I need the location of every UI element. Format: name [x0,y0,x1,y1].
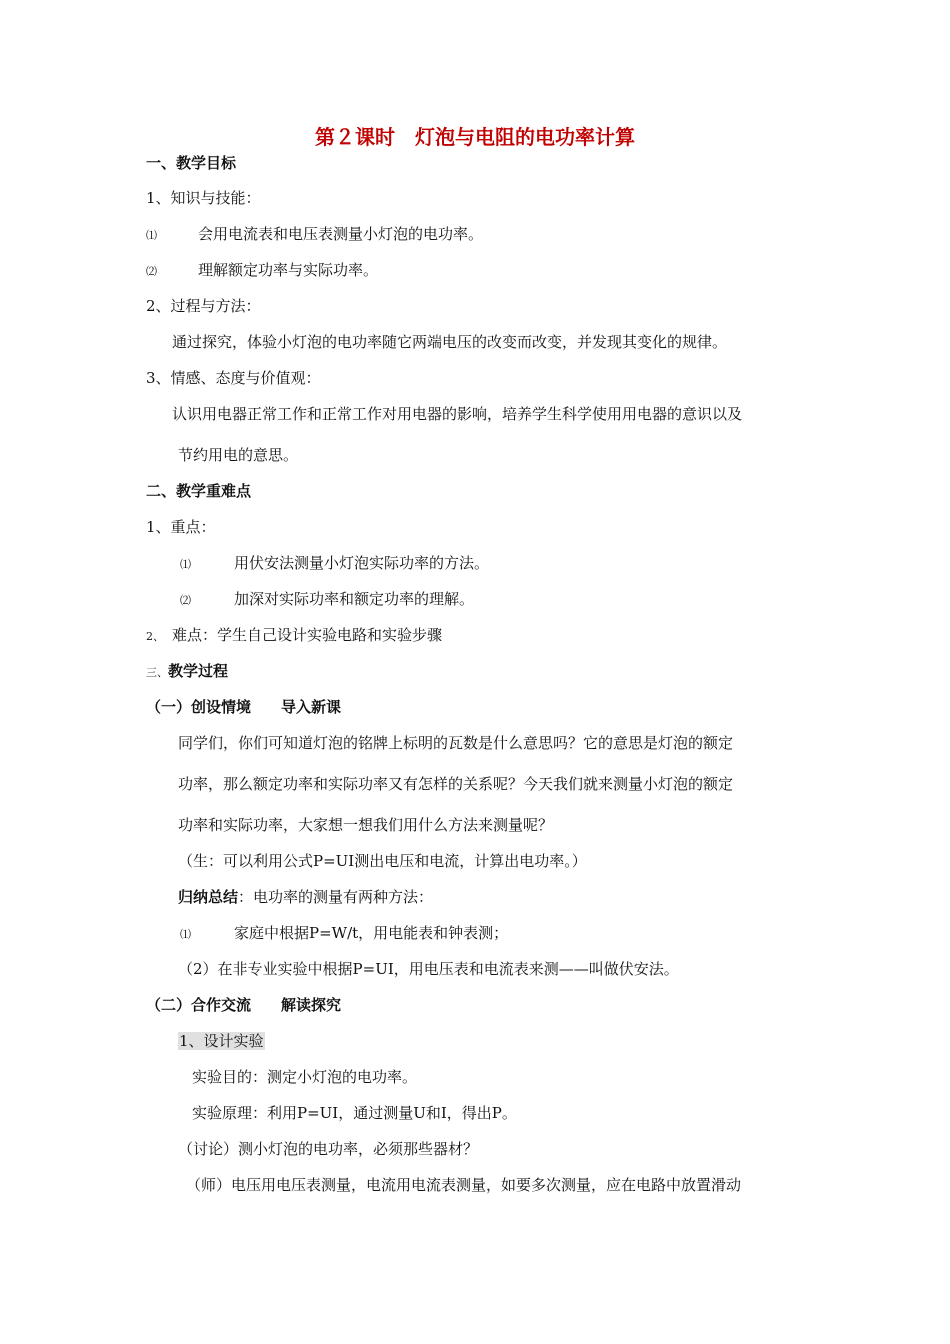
list-number: ⑵ [146,265,157,278]
list-number: ⑵ [180,594,191,607]
list-item [180,589,474,611]
section-number: 三、 [146,666,168,679]
list-item: （2）在非专业实验中根据P=UI，用电压表和电流表来测——叫做伏安法。 [178,960,679,978]
list-number: 2、 [146,630,164,643]
paragraph: （讨论）测小灯泡的电功率，必须那些器材？ [178,1140,479,1158]
paragraph: 实验目的：测定小灯泡的电功率。 [192,1068,418,1086]
list-text: 会用电流表和电压表测量小灯泡的电功率。 [198,225,484,243]
list-number: ⑴ [180,928,191,941]
paragraph: 同学们，你们可知道灯泡的铭牌上标明的瓦数是什么意思吗？它的意思是灯泡的额定 [178,734,734,752]
paragraph: （生：可以利用公式P=UI测出电压和电流，计算出电功率。） [178,852,587,870]
list-item [180,553,489,575]
list-text: 难点：学生自己设计实验电路和实验步骤 [172,626,443,644]
list-number: ⑴ [146,229,157,242]
list-item [146,260,378,282]
subsection-heading: （一）创设情境 导入新课 [146,698,342,716]
subsection-heading: 2、过程与方法： [146,297,261,315]
summary-line [178,887,433,907]
summary-label: 归纳总结 [178,888,239,906]
experiment-heading [178,1031,265,1051]
paragraph: （师）电压用电压表测量，电流用电流表测量，如要多次测量，应在电路中放置滑动 [186,1176,742,1194]
list-number: ⑴ [180,558,191,571]
paragraph: 实验原理：利用P=UI，通过测量U和I，得出P。 [192,1104,517,1122]
list-text: 加深对实际功率和额定功率的理解。 [234,590,475,608]
section-heading: 二、教学重难点 [146,482,252,500]
paragraph: 功率，那么额定功率和实际功率又有怎样的关系呢？今天我们就来测量小灯泡的额定 [178,775,734,793]
paragraph: 通过探究，体验小灯泡的电功率随它两端电压的改变而改变，并发现其变化的规律。 [172,333,728,351]
paragraph: 功率和实际功率，大家想一想我们用什么方法来测量呢？ [178,816,554,834]
subsection-heading: 1、重点： [146,518,216,536]
highlighted-heading: 1、设计实验 [179,1032,264,1050]
list-item [180,923,508,945]
subsection-heading: 1、知识与技能： [146,189,261,207]
subsection-heading: 3、情感、态度与价值观： [146,369,321,387]
section-heading: 一、教学目标 [146,154,237,172]
subsection-heading: （二）合作交流 解读探究 [146,996,342,1014]
paragraph: 认识用电器正常工作和正常工作对用电器的影响，培养学生科学使用用电器的意识以及 [172,405,743,423]
list-text: 用伏安法测量小灯泡实际功率的方法。 [234,554,490,572]
list-text: 家庭中根据P=W/t，用电能表和钟表测； [234,924,509,942]
list-text: 理解额定功率与实际功率。 [198,261,379,279]
section-heading [146,661,228,683]
section-title: 教学过程 [168,662,229,680]
document-title: 第２课时 灯泡与电阻的电功率计算 [315,125,635,149]
list-item [146,224,483,246]
list-item [146,625,442,647]
summary-text: ：电功率的测量有两种方法： [238,888,434,906]
paragraph: 节约用电的意思。 [178,446,299,464]
